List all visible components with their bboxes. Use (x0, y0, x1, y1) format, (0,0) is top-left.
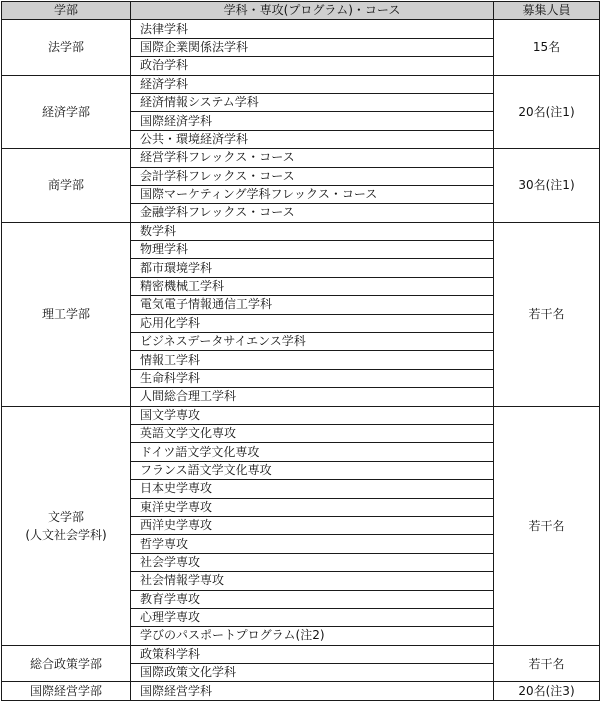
program-cell: 人間総合理工学科 (131, 388, 494, 406)
table-row (2, 20, 600, 38)
program-cell: 哲学専攻 (131, 535, 494, 553)
program-cell: 政治学科 (131, 57, 494, 75)
capacity-cell: 若干名 (494, 222, 600, 406)
program-cell: 法律学科 (131, 20, 494, 38)
capacity-cell: 若干名 (494, 406, 600, 645)
faculty-name: 理工学部 (41, 307, 90, 322)
header-faculty: 学部 (2, 2, 131, 20)
faculty-name: 法学部 (47, 40, 84, 55)
faculty-name: (人文社会学科) (25, 527, 107, 542)
table-row (2, 75, 600, 93)
faculty-name: 商学部 (47, 178, 84, 193)
program-cell: 国際政策文化学科 (131, 664, 494, 682)
faculty-name: 総合政策学部 (29, 656, 102, 671)
admissions-table (1, 1, 600, 701)
header-program: 学科・専攻(プログラム)・コース (131, 2, 494, 20)
program-cell: 国際企業関係法学科 (131, 38, 494, 56)
program-cell: 教育学専攻 (131, 590, 494, 608)
program-cell: 心理学専攻 (131, 608, 494, 626)
program-cell: 西洋史学専攻 (131, 516, 494, 534)
header-row (2, 2, 600, 20)
table-row (2, 645, 600, 663)
program-cell: 応用化学科 (131, 314, 494, 332)
faculty-cell (2, 20, 131, 75)
faculty-name: 文学部 (47, 509, 84, 524)
program-cell: 国際マーケティング学科フレックス・コース (131, 185, 494, 203)
program-cell: 精密機械工学科 (131, 277, 494, 295)
program-cell: 社会情報学専攻 (131, 572, 494, 590)
table-body (2, 20, 600, 701)
program-cell: 金融学科フレックス・コース (131, 204, 494, 222)
program-cell: フランス語文学文化専攻 (131, 461, 494, 479)
table-row (2, 222, 600, 240)
faculty-cell (2, 149, 131, 223)
program-cell: 公共・環境経済学科 (131, 130, 494, 148)
faculty-cell (2, 75, 131, 149)
program-cell: 物理学科 (131, 241, 494, 259)
faculty-cell (2, 222, 131, 406)
faculty-cell (2, 645, 131, 682)
capacity-cell: 20名(注3) (494, 682, 600, 701)
program-cell: 経済情報システム学科 (131, 93, 494, 111)
table-row (2, 149, 600, 167)
faculty-name: 経済学部 (41, 104, 90, 119)
capacity-cell: 若干名 (494, 645, 600, 682)
program-cell: 国際経済学科 (131, 112, 494, 130)
program-cell: 生命科学科 (131, 369, 494, 387)
program-cell: 社会学専攻 (131, 553, 494, 571)
faculty-name: 国際経営学部 (29, 684, 102, 699)
capacity-cell: 20名(注1) (494, 75, 600, 149)
table-row (2, 682, 600, 701)
faculty-cell (2, 406, 131, 645)
header-capacity: 募集人員 (494, 2, 600, 20)
program-cell: 日本史学専攻 (131, 480, 494, 498)
program-cell: 都市環境学科 (131, 259, 494, 277)
capacity-cell: 15名 (494, 20, 600, 75)
program-cell: 学びのパスポートプログラム(注2) (131, 627, 494, 645)
program-cell: 政策科学科 (131, 645, 494, 663)
table-row (2, 406, 600, 424)
program-cell: 国文学専攻 (131, 406, 494, 424)
faculty-cell (2, 682, 131, 701)
program-cell: 電気電子情報通信工学科 (131, 296, 494, 314)
capacity-cell: 30名(注1) (494, 149, 600, 223)
program-cell: 経済学科 (131, 75, 494, 93)
program-cell: ドイツ語文学文化専攻 (131, 443, 494, 461)
program-cell: 東洋史学専攻 (131, 498, 494, 516)
program-cell: 英語文学文化専攻 (131, 424, 494, 442)
program-cell: 国際経営学科 (131, 682, 494, 701)
program-cell: 数学科 (131, 222, 494, 240)
program-cell: ビジネスデータサイエンス学科 (131, 333, 494, 351)
program-cell: 経営学科フレックス・コース (131, 149, 494, 167)
program-cell: 情報工学科 (131, 351, 494, 369)
program-cell: 会計学科フレックス・コース (131, 167, 494, 185)
